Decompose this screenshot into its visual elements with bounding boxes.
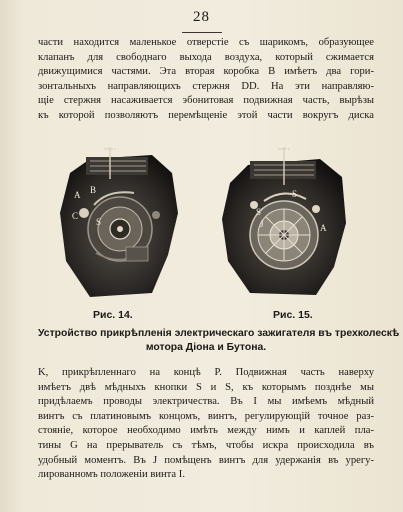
text-line: винтъ съ платиновымъ концомъ, винтъ, регулирующій точное раз- — [38, 410, 374, 422]
label-b: B — [90, 185, 97, 195]
text-line: щіе стержня насаживается эбонитовая подвижная часть, вырѣзы — [38, 95, 374, 107]
figures-caption — [38, 327, 400, 355]
label-a: A — [320, 223, 327, 233]
label-j: J — [260, 219, 264, 229]
figure-14-engine-photo — [56, 143, 182, 308]
text-line: части находится маленькое отверстіе съ шарикомъ, образующее — [38, 37, 374, 48]
engine-illustration-14 — [56, 143, 182, 303]
text-line: тины G на прерыватель съ тѣмъ, чтобы искра происходила въ — [38, 439, 374, 451]
text-line: клапанъ для свободнаго выхода воздуха, который сжимается — [38, 51, 374, 63]
label-r: R — [286, 145, 293, 155]
text-line: имѣетъ двѣ мѣдныхъ кнопки S и S, къ которымъ позднѣе мы — [38, 381, 374, 393]
label-s: S — [292, 189, 298, 199]
figure-14-caption: Рис. 14. — [93, 309, 133, 321]
text-line: лированномъ положеніи винта I. — [38, 469, 185, 481]
label-r: R — [112, 145, 119, 155]
text-line: удобный моментъ. Въ J помѣщенъ винтъ для удержанія въ урегу- — [38, 454, 374, 466]
caption-line: мотора Діона и Бутона. — [145, 342, 267, 353]
engine-illustration-15 — [220, 143, 348, 303]
text-line: зонтальныхъ направляющихъ стержня DD. На эти направляю- — [38, 80, 374, 92]
page-number: 28 — [193, 9, 210, 25]
text-line: K, прикрѣпленнаго на концѣ P. Подвижная часть наверху — [38, 367, 374, 378]
page-number-rule — [182, 32, 222, 33]
label-s: S — [96, 217, 102, 227]
paragraph-top — [38, 36, 374, 124]
paragraph-bottom — [38, 366, 374, 483]
label-c: C — [72, 211, 79, 221]
figure-15-engine-photo — [220, 143, 348, 308]
caption-line: Устройство прикрѣпленія электрическаго зажигателя въ трехколескѣ — [38, 328, 400, 339]
label-a: A — [74, 190, 81, 200]
text-line: стояніе, которое необходимо имѣть между нимъ и каплей пла- — [38, 425, 374, 437]
text-line: движущимися частями. Эта вторая коробка B имѣетъ два гори- — [38, 66, 374, 78]
text-line: къ которой позволяютъ перемѣщеніе этой части вокругъ диска — [38, 109, 374, 121]
text-line: придѣлаемъ проводы электричества. Въ I мы имѣемъ мѣдный — [38, 396, 374, 408]
label-s-prime: S' — [256, 207, 263, 217]
figure-15-caption: Рис. 15. — [273, 309, 313, 321]
